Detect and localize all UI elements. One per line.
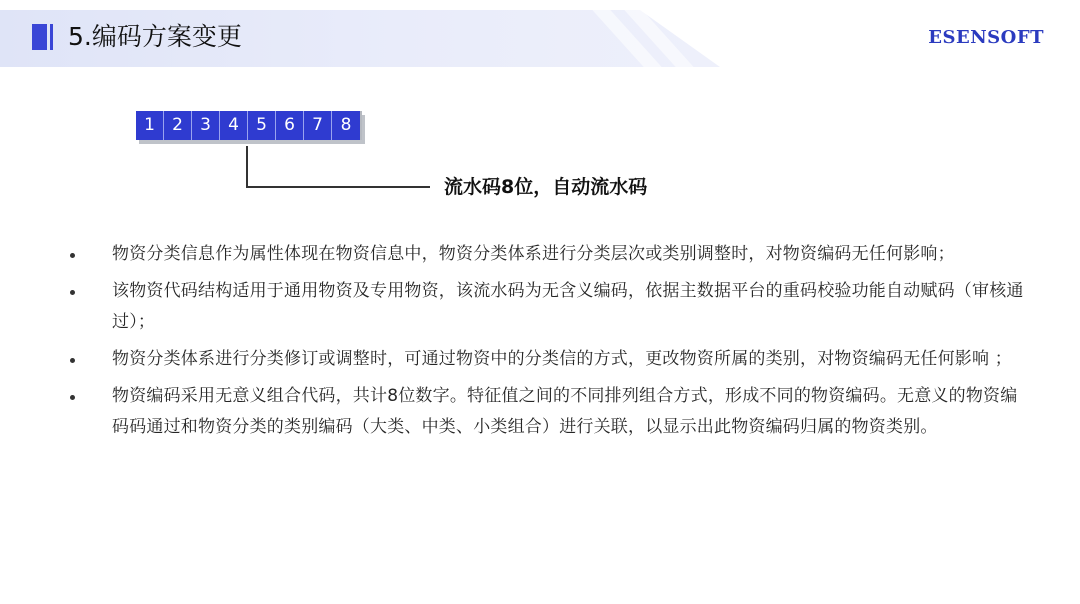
- digit-cell: 4: [220, 111, 248, 140]
- bullet-list: [64, 239, 1024, 449]
- digit-cell: 1: [136, 111, 164, 140]
- title-marker-square: [32, 24, 47, 50]
- bullet-dot-icon: [70, 253, 75, 258]
- list-item: [64, 381, 1024, 443]
- brand-logo: ESENSOFT: [928, 27, 1044, 48]
- list-item: [64, 239, 1024, 270]
- bullet-text: 物资编码采用无意义组合代码，共计8位数字。特征值之间的不同排列组合方式，形成不同的物资编码。无意义的物资编码码通过和物资分类的类别编码（大类、中类、小类组合）进行关联，以显示出此物资编码归属的物资类别。: [112, 386, 1018, 437]
- bullet-text: 物资分类信息作为属性体现在物资信息中，物资分类体系进行分类层次或类别调整时，对物资编码无任何影响；: [112, 244, 955, 264]
- title-marker-icon: [32, 24, 54, 50]
- connector-vertical-line: [246, 146, 248, 187]
- page-title: 5.编码方案变更: [68, 22, 242, 51]
- digit-cell: 3: [192, 111, 220, 140]
- digit-cell: 6: [276, 111, 304, 140]
- digit-cell: 7: [304, 111, 332, 140]
- connector-horizontal-line: [246, 186, 430, 188]
- digit-cell: 8: [340, 115, 352, 135]
- bullet-dot-icon: [70, 358, 75, 363]
- digit-strip: [136, 111, 362, 140]
- bullet-text: 该物资代码结构适用于通用物资及专用物资，该流水码为无含义编码，依据主数据平台的重码校验功能自动赋码（审核通过）；: [112, 281, 1024, 332]
- list-item: [64, 276, 1024, 338]
- list-item: [64, 344, 1024, 375]
- digit-cell: 5: [248, 111, 276, 140]
- bullet-text: 物资分类体系进行分类修订或调整时，可通过物资中的分类信的方式，更改物资所属的类别，对物资编码无任何影响 ；: [112, 349, 1013, 369]
- bullet-dot-icon: [70, 290, 75, 295]
- serial-code-label: 流水码8位，自动流水码: [444, 176, 648, 198]
- bullet-dot-icon: [70, 395, 75, 400]
- title-marker-bar: [50, 24, 53, 50]
- digit-cell: 2: [164, 111, 192, 140]
